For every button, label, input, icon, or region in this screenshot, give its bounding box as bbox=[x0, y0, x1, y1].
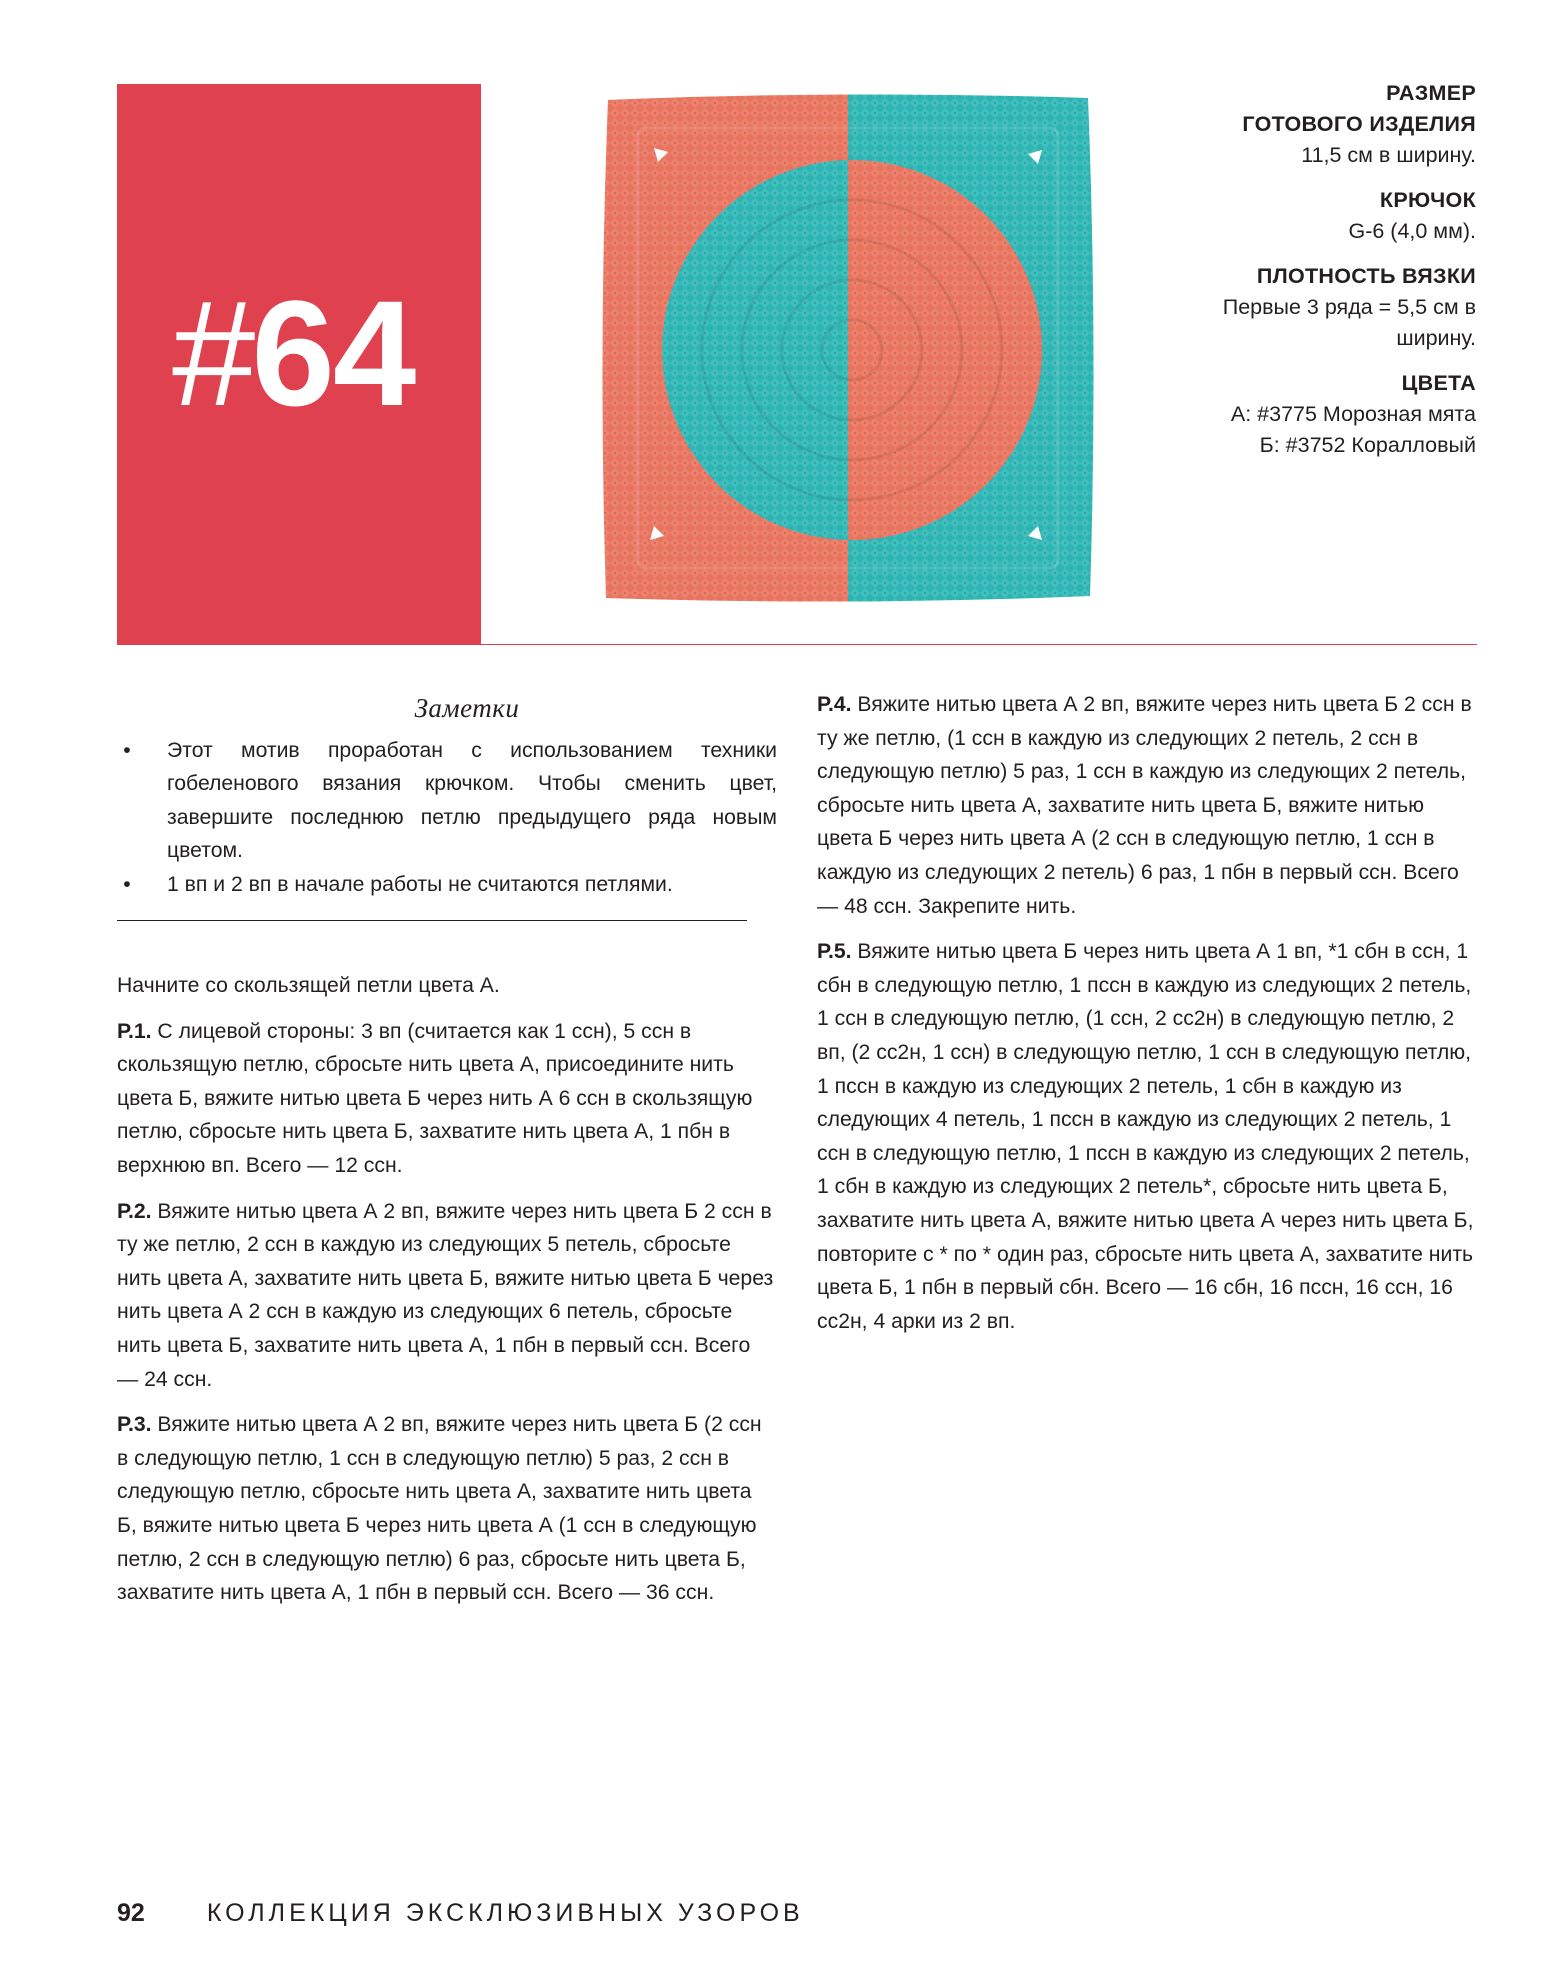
spec-gauge-value: Первые 3 ряда = 5,5 см в ширину. bbox=[1222, 295, 1476, 350]
spec-gauge-heading: ПЛОТНОСТЬ ВЯЗКИ bbox=[1256, 264, 1476, 288]
list-item: • 1 вп и 2 вп в начале работы не считаются петлями. bbox=[117, 868, 777, 902]
intro-text: Начните со скользящей петли цвета А. bbox=[117, 974, 500, 998]
pattern-number-value: 64 bbox=[251, 269, 415, 437]
pattern-number bbox=[172, 269, 462, 438]
spec-size-heading: РАЗМЕР ГОТОВОГО ИЗДЕЛИЯ bbox=[1242, 81, 1476, 136]
row-instruction: Р.2. Вяжите нитью цвета А 2 вп, вяжите через нить цвета Б 2 ссн в ту же петлю, 2 ссн в каждую из следующих 5 петель, сбросьте нить цвета А, захватите нить цвета Б, вяжите нитью цвета Б через нить цвета А 2 ссн в каждую из следующих 6 петель, сбросьте нить цвета Б, захватите нить цвета А, 1 пбн в первый ссн. Всего — 24 ссн. bbox=[117, 1199, 774, 1391]
spec-hook-heading: КРЮЧОК bbox=[1379, 188, 1476, 212]
pattern-hash: # bbox=[172, 269, 252, 437]
spec-colors-value: А: #3775 Морозная мята Б: #3752 Коралловый bbox=[1230, 402, 1476, 457]
page-number: 92 bbox=[117, 1899, 145, 1927]
row-instruction: Р.3. Вяжите нитью цвета А 2 вп, вяжите через нить цвета Б (2 ссн в следующую петлю, 1 ссн в следующую петлю) 5 раз, 2 ссн в следующую петлю, сбросьте нить цвета А, захватите нить цвета Б, вяжите нитью цвета Б через нить цвета А (1 ссн в следующую петлю, 2 ссн в следующую петлю) 6 раз, сбросьте нить цвета Б, захватите нить цвета А, 1 пбн в первый ссн. Всего — 36 ссн. bbox=[117, 1413, 762, 1605]
notes-title: Заметки bbox=[414, 693, 520, 723]
spec-size-value: 11,5 см в ширину. bbox=[1301, 143, 1476, 167]
row-instruction: Р.5. Вяжите нитью цвета Б через нить цвета А 1 вп, *1 сбн в ссн, 1 сбн в следующую петлю, 1 пссн в каждую из следующих 2 петель, 1 ссн в следующую петлю, (1 ссн, 2 сс2н) в следующую петлю, 2 вп, (2 сс2н, 1 ссн) в следующую петлю, 1 ссн в следующую петлю, 1 пссн в каждую из следующих 2 петель, 1 сбн в каждую из следующих 4 петель, 1 пссн в каждую из следующих 2 петель, 1 ссн в следующую петлю, 1 пссн в каждую из следующих 2 петель, 1 сбн в каждую из следующих 2 петель*, сбросьте нить цвета Б, захватите нить цвета А, вяжите нитью цвета А через нить цвета Б, повторите с * по * один раз, сбросьте нить цвета А, захватите нить цвета Б, 1 пбн в первый сбн. Всего — 16 сбн, 16 пссн, 16 ссн, 16 сс2н, 4 арки из 2 вп. bbox=[817, 940, 1474, 1333]
left-column bbox=[117, 688, 777, 1622]
row-instruction: Р.4. Вяжите нитью цвета А 2 вп, вяжите через нить цвета Б 2 ссн в ту же петлю, (1 ссн в каждую из следующих 2 петель, 2 ссн в следующую петлю) 5 раз, 1 ссн в каждую из следующих 2 петель, сбросьте нить цвета А, захватите нить цвета Б, вяжите нитью цвета Б через нить цвета А (2 ссн в следующую петлю, 1 ссн в каждую из следующих 2 петель) 6 раз, 1 пбн в первый ссн. Всего — 48 ссн. Закрепите нить. bbox=[817, 693, 1472, 918]
bullet-icon: • bbox=[123, 738, 131, 762]
spec-hook-value: G-6 (4,0 мм). bbox=[1348, 219, 1476, 243]
book-title: КОЛЛЕКЦИЯ ЭКСКЛЮЗИВНЫХ УЗОРОВ bbox=[206, 1899, 804, 1927]
right-column bbox=[817, 688, 1477, 1350]
notes-list bbox=[117, 734, 777, 902]
notes-divider bbox=[117, 920, 747, 922]
page-footer bbox=[117, 1899, 804, 1928]
crochet-swatch-photo bbox=[590, 88, 1106, 610]
row-instruction: Р.1. С лицевой стороны: 3 вп (считается как 1 ссн), 5 ссн в скользящую петлю, сбросьте нить цвета А, присоедините нить цвета Б, вяжите нитью цвета Б через нить А 6 ссн в скользящую петлю, сбросьте нить цвета Б, захватите нить цвета А, 1 пбн в верхнюю вп. Всего — 12 ссн. bbox=[117, 1019, 753, 1178]
bullet-icon: • bbox=[123, 872, 131, 896]
list-item: • Этот мотив проработан с использованием техники гобеленового вязания крючком. Чтобы сменить цвет, завершите последнюю петлю предыдущего ряда новым цветом. bbox=[117, 734, 777, 868]
pattern-specs bbox=[1146, 78, 1476, 461]
spec-colors-heading: ЦВЕТА bbox=[1401, 371, 1476, 395]
header-divider bbox=[481, 644, 1477, 645]
